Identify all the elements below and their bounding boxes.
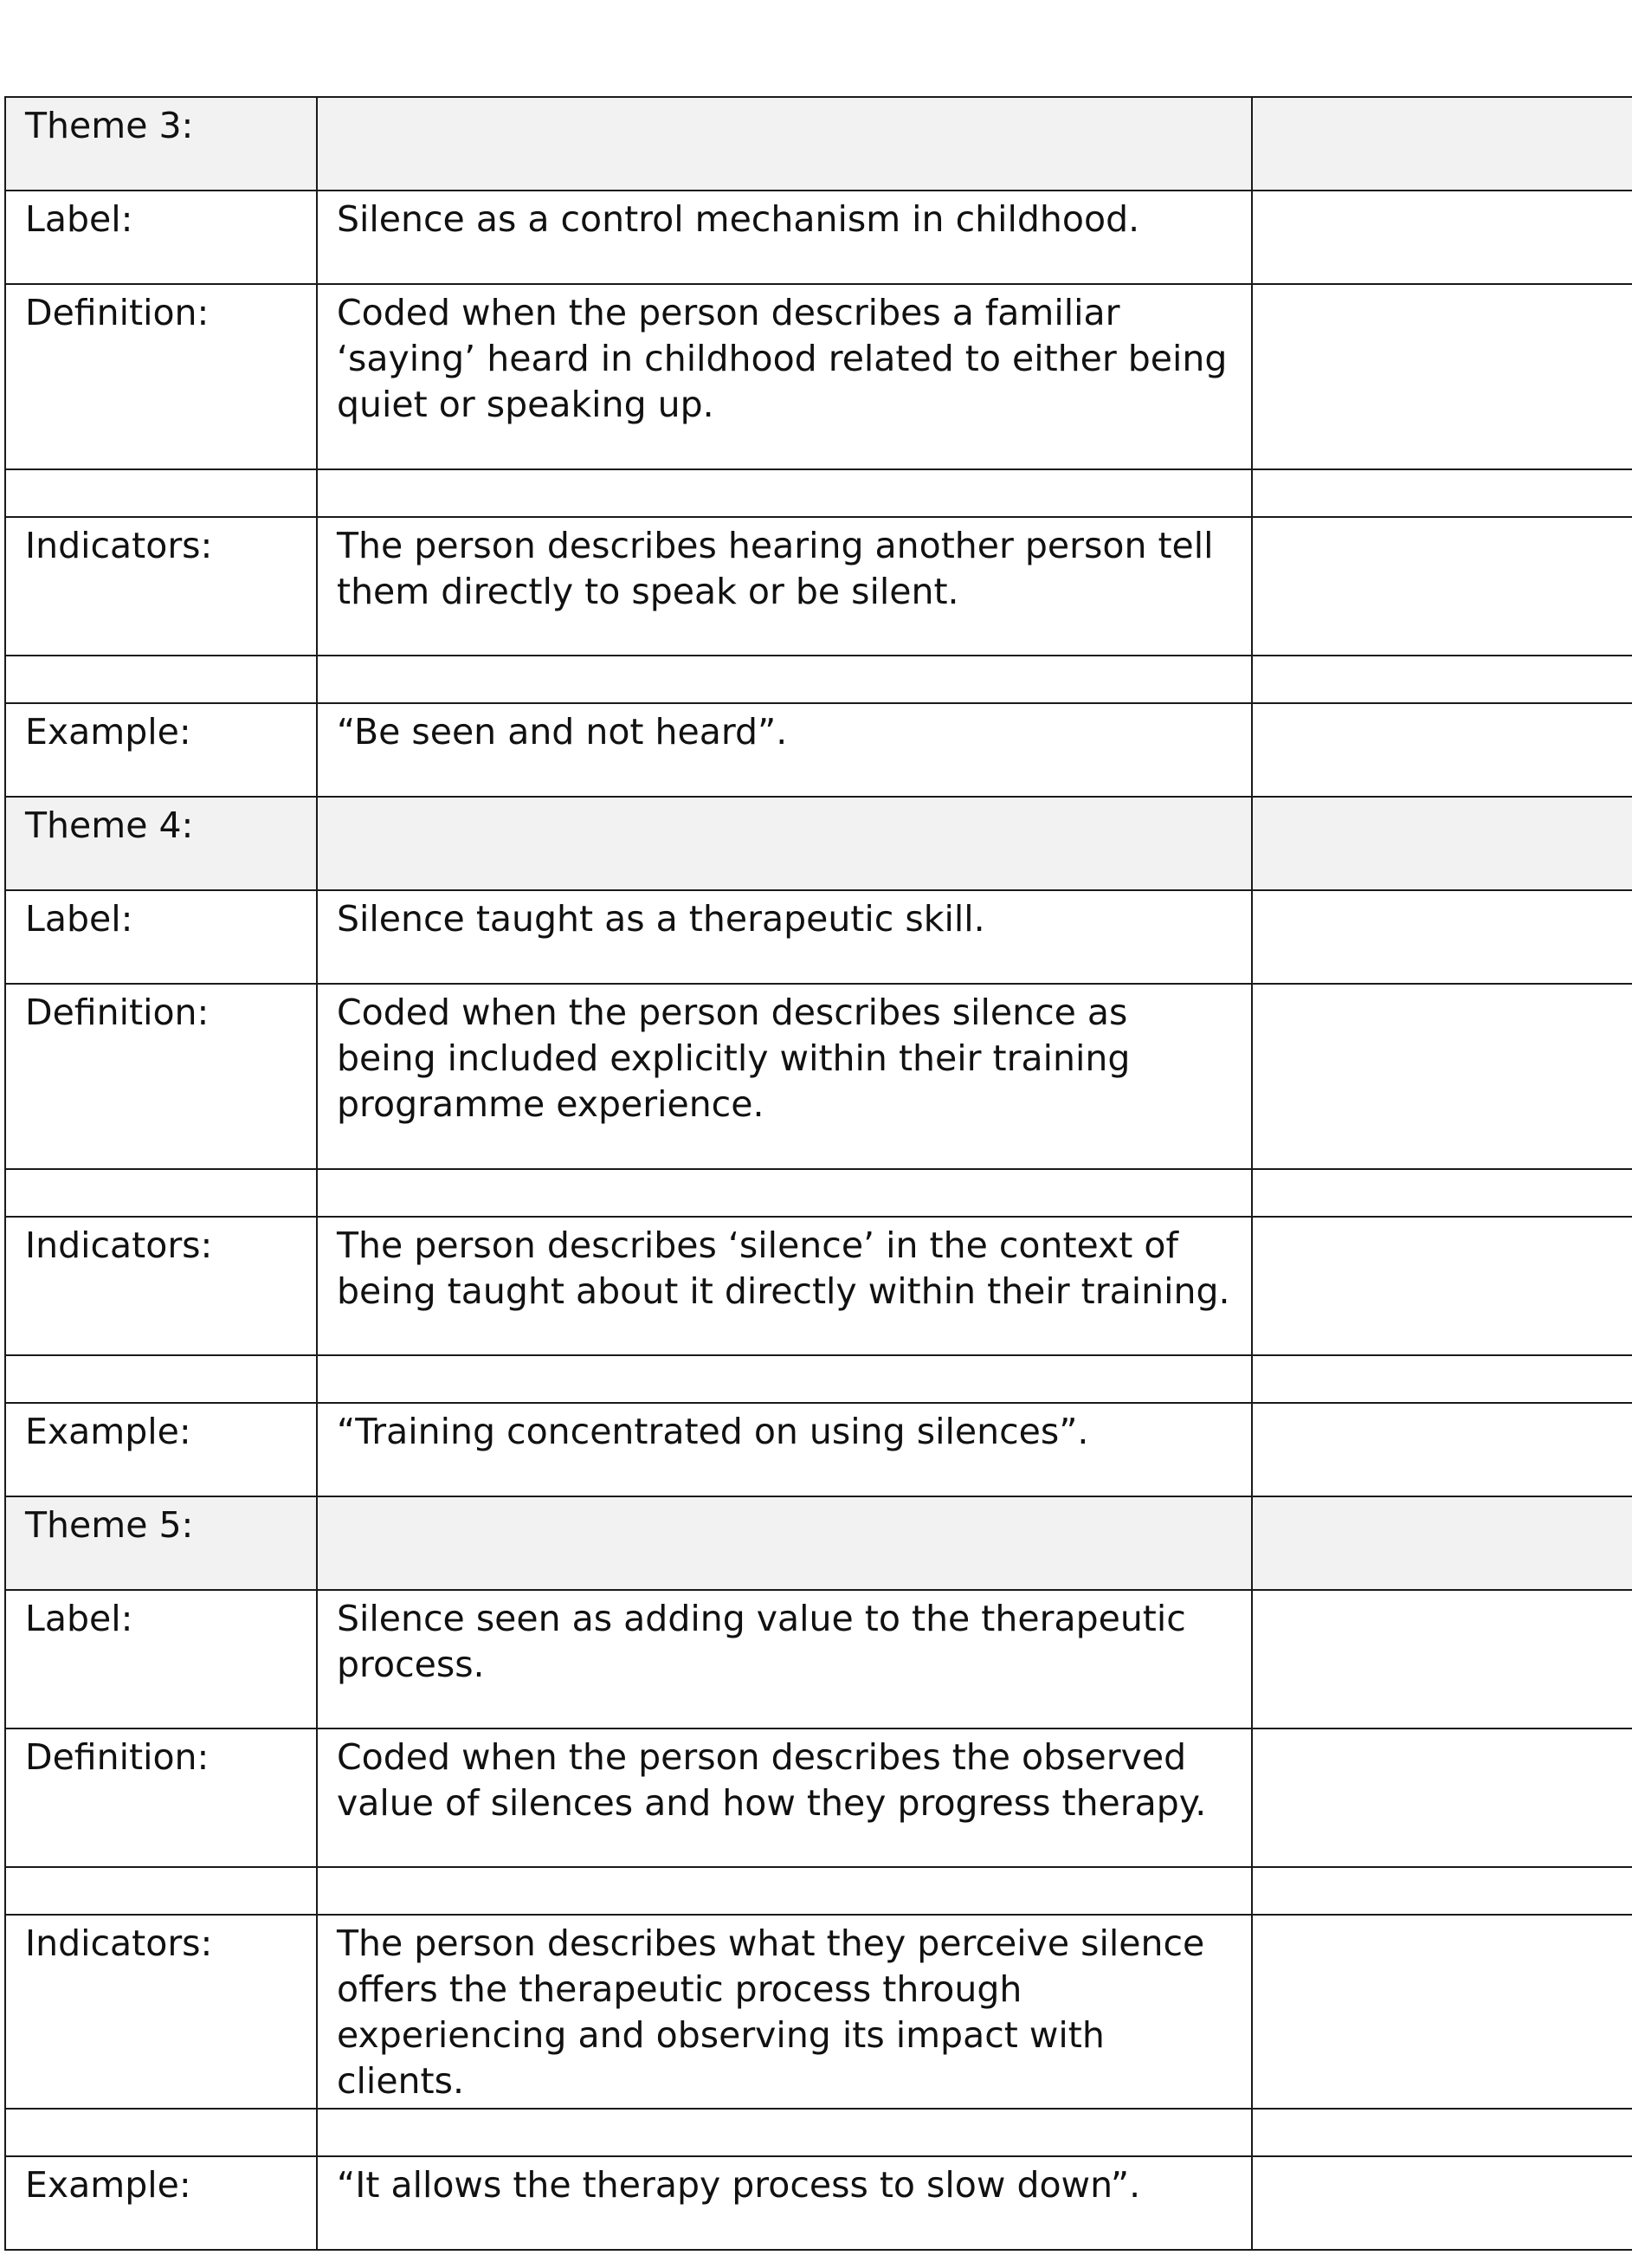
spacer-cell [5,1867,317,1915]
indicators-row [5,517,1632,656]
definition-key: Definition: [5,984,317,1169]
label-row [5,1590,1632,1728]
definition-key: Definition: [5,284,317,469]
definition-value: Coded when the person describes silence as being included explicitly within their training programme experience. [317,984,1252,1169]
indicators-extra [1252,1915,1632,2109]
spacer-cell [317,1355,1252,1403]
spacer-cell [317,2109,1252,2156]
theme-header-row [5,797,1632,890]
example-key: Example: [5,2156,317,2250]
label-value: Silence seen as adding value to the therapeutic process. [317,1590,1252,1728]
label-row [5,191,1632,284]
theme-heading-extra [1252,797,1632,890]
label-key: Label: [5,191,317,284]
example-key: Example: [5,1403,317,1496]
indicators-value: The person describes hearing another person tell them directly to speak or be silent. [317,517,1252,656]
label-key: Label: [5,1590,317,1728]
spacer-cell [317,469,1252,517]
spacer-cell [5,1169,317,1217]
spacer-row [5,1867,1632,1915]
definition-key: Definition: [5,1728,317,1867]
indicators-row [5,1217,1632,1355]
label-extra [1252,191,1632,284]
definition-value: Coded when the person describes a familiar ‘saying’ heard in childhood related to either being quiet or speaking up. [317,284,1252,469]
spacer-row [5,1169,1632,1217]
example-key: Example: [5,703,317,797]
spacer-cell [5,1355,317,1403]
spacer-cell [317,1169,1252,1217]
example-row [5,703,1632,797]
label-extra [1252,890,1632,984]
definition-row [5,984,1632,1169]
spacer-cell [1252,1867,1632,1915]
spacer-row [5,2109,1632,2156]
definition-value: Coded when the person describes the observed value of silences and how they progress therapy. [317,1728,1252,1867]
indicators-extra [1252,1217,1632,1355]
indicators-extra [1252,517,1632,656]
definition-row [5,284,1632,469]
indicators-value: The person describes what they perceive silence offers the therapeutic process through experiencing and observing its impact with clients. [317,1915,1252,2109]
spacer-row [5,1355,1632,1403]
example-value: “Training concentrated on using silences”. [317,1403,1252,1496]
example-value: “Be seen and not heard”. [317,703,1252,797]
indicators-row [5,1915,1632,2109]
example-row [5,1403,1632,1496]
indicators-key: Indicators: [5,1217,317,1355]
spacer-cell [317,1867,1252,1915]
definition-extra [1252,984,1632,1169]
definition-row [5,1728,1632,1867]
theme-heading: Theme 5: [5,1496,317,1590]
spacer-cell [1252,2109,1632,2156]
definition-extra [1252,284,1632,469]
spacer-row [5,469,1632,517]
label-row [5,890,1632,984]
spacer-cell [5,656,317,703]
spacer-cell [5,469,317,517]
theme-heading-blank [317,1496,1252,1590]
example-row [5,2156,1632,2250]
label-extra [1252,1590,1632,1728]
example-extra [1252,1403,1632,1496]
theme-heading: Theme 4: [5,797,317,890]
indicators-key: Indicators: [5,1915,317,2109]
indicators-value: The person describes ‘silence’ in the context of being taught about it directly within their training. [317,1217,1252,1355]
label-key: Label: [5,890,317,984]
example-extra [1252,2156,1632,2250]
spacer-cell [317,656,1252,703]
theme-heading-blank [317,797,1252,890]
codebook-table [4,96,1632,2251]
spacer-cell [5,2109,317,2156]
example-extra [1252,703,1632,797]
spacer-cell [1252,469,1632,517]
theme-heading-extra [1252,97,1632,191]
theme-header-row [5,97,1632,191]
example-value: “It allows the therapy process to slow down”. [317,2156,1252,2250]
theme-heading-extra [1252,1496,1632,1590]
theme-heading-blank [317,97,1252,191]
label-value: Silence as a control mechanism in childhood. [317,191,1252,284]
indicators-key: Indicators: [5,517,317,656]
spacer-cell [1252,656,1632,703]
theme-header-row [5,1496,1632,1590]
spacer-row [5,656,1632,703]
spacer-cell [1252,1169,1632,1217]
label-value: Silence taught as a therapeutic skill. [317,890,1252,984]
theme-heading: Theme 3: [5,97,317,191]
definition-extra [1252,1728,1632,1867]
spacer-cell [1252,1355,1632,1403]
document-page [4,96,1632,2251]
